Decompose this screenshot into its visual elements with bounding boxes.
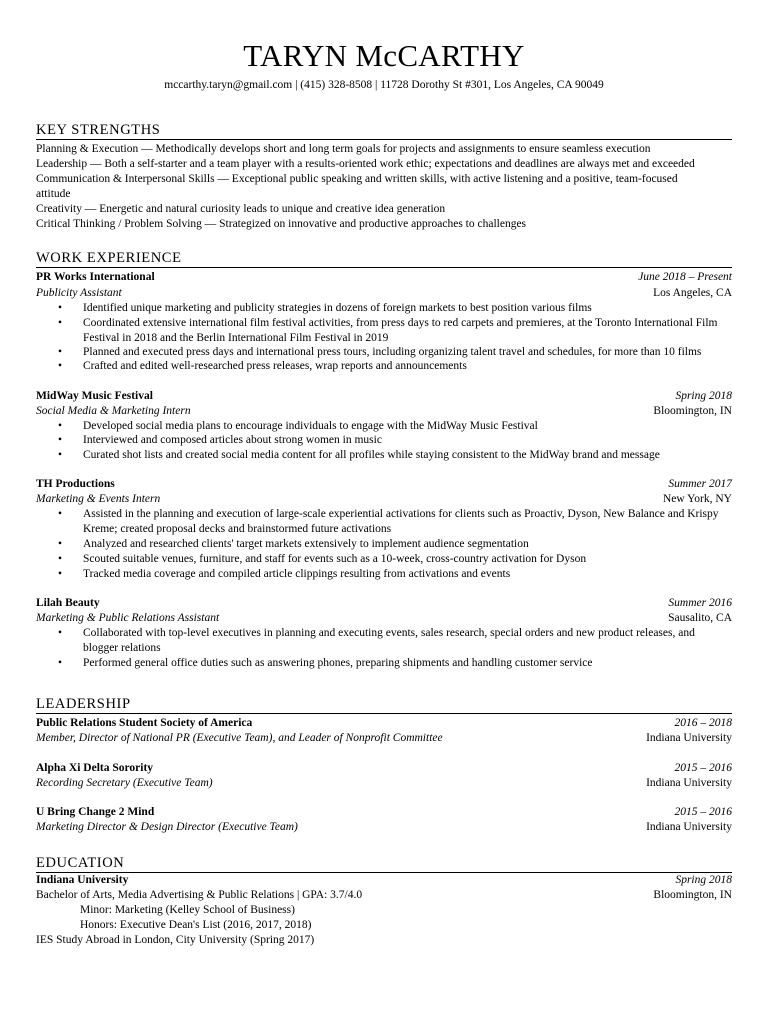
leadership-role: Member, Director of National PR (Executive Team), and Leader of Nonprofit Committee (36, 732, 443, 744)
education-header (36, 873, 732, 887)
leadership-org: Alpha Xi Delta Sorority (36, 762, 154, 774)
job-role: Marketing & Public Relations Assistant (36, 612, 220, 624)
education-school: Indiana University (36, 874, 129, 886)
bullet-icon: • (58, 508, 63, 520)
education-location: Bloomington, IN (653, 889, 732, 901)
job-subheader (36, 404, 732, 418)
leadership-header (36, 716, 732, 730)
job-header (36, 477, 732, 491)
job-subheader (36, 286, 732, 300)
strength-line: Planning & Execution — Methodically develops short and long term goals for projects and assignments to ensure seamless execution (36, 143, 651, 155)
section-heading-work-experience: WORK EXPERIENCE (36, 251, 732, 268)
leadership-subheader (36, 776, 732, 790)
education-degree: Bachelor of Arts, Media Advertising & Public Relations | GPA: 3.7/4.0 (36, 889, 363, 901)
education-subheader (36, 888, 732, 902)
bullet-icon: • (58, 346, 63, 358)
leadership-place: Indiana University (646, 821, 732, 833)
strength-line: Creativity — Energetic and natural curiosity leads to unique and creative idea generation (36, 203, 446, 215)
leadership-subheader (36, 820, 732, 834)
bullet-icon: • (58, 420, 63, 432)
job-org: PR Works International (36, 271, 155, 283)
leadership-date: 2015 – 2016 (674, 806, 732, 818)
leadership-subheader (36, 731, 732, 745)
job-date: Summer 2017 (668, 478, 732, 490)
job-date: June 2018 – Present (638, 271, 732, 283)
bullet-icon: • (58, 627, 63, 639)
job-date: Spring 2018 (675, 390, 732, 402)
strength-line: Critical Thinking / Problem Solving — Strategized on innovative and productive approaches to challenges (36, 218, 527, 230)
section-heading-leadership: LEADERSHIP (36, 697, 732, 714)
leadership-org: U Bring Change 2 Mind (36, 806, 155, 818)
leadership-header (36, 805, 732, 819)
leadership-place: Indiana University (646, 777, 732, 789)
leadership-org: Public Relations Student Society of America (36, 717, 253, 729)
contact-line: mccarthy.taryn@gmail.com | (415) 328-8508 | 11728 Dorothy St #301, Los Angeles, CA 90049 (164, 79, 604, 91)
job-org: TH Productions (36, 478, 115, 490)
job-role: Social Media & Marketing Intern (36, 405, 191, 417)
job-location: Bloomington, IN (653, 405, 732, 417)
job-header (36, 389, 732, 403)
bullet-icon: • (58, 360, 63, 372)
section-heading-education: EDUCATION (36, 856, 732, 873)
job-org: Lilah Beauty (36, 597, 100, 609)
job-role: Marketing & Events Intern (36, 493, 161, 505)
strength-line: attitude (36, 188, 71, 200)
education-study-abroad: IES Study Abroad in London, City University (Spring 2017) (36, 934, 315, 946)
job-location: Los Angeles, CA (653, 287, 732, 299)
strength-line: Communication & Interpersonal Skills — Exceptional public speaking and written skills, with active listening and a positive, team-focused (36, 173, 678, 185)
education-date: Spring 2018 (675, 874, 732, 886)
job-role: Publicity Assistant (36, 287, 122, 299)
bullet-icon: • (58, 657, 63, 669)
leadership-role: Marketing Director & Design Director (Executive Team) (36, 821, 298, 833)
bullet-icon: • (58, 449, 63, 461)
job-subheader (36, 492, 732, 506)
section-heading-key-strengths: KEY STRENGTHS (36, 123, 732, 140)
job-location: Sausalito, CA (668, 612, 732, 624)
resume-page: TARYN McCARTHY mccarthy.taryn@gmail.com | (415) 328-8508 | 11728 Dorothy St #301, Los Angeles, CA 90049 KEY STRENGTHS Planning & Execution — Methodically develops short and long term goals for projects and assignments to ensure seamless execution Leadership — Both a self-starter and a team player with a results-oriented work ethic; expectations and deadlines are always met and exceeded Communication & Interpersonal Skills — Exceptional public speaking and written skills, with active listening and a positive, team-focused attitude Creativity — Energetic and natural curiosity leads to unique and creative idea generation Critical Thinking / Problem Solving — Strategized on innovative and productive approaches to challenges WORK EXPERIENCE PR Works International June 2018 – Present Publicity Assistant Los Angeles, CA • Identified unique marketing and publicity strategies in dozens of foreign markets to best position various films • Coordinated extensive international film festival activities, from press days to red carpets and premieres, at the Toronto International Film Festival in 2018 and the Berlin International Film Festival in 2019 • Planned and executed press days and international press tours, including organizing talent travel and schedules, for more than 10 films • Crafted and edited well-researched press releases, wrap reports and announcements MidWay Music Festival Spring 2018 Social Media & Marketing Intern Bloomington, IN • Developed social media plans to encourage individuals to engage with the MidWay Music Festival • Interviewed and composed articles about strong women in music • Curated shot lists and created social media content for all profiles while staying consistent to the MidWay brand and message TH Productions Summer 2017 Marketing & Events Intern New York, NY • Assisted in the planning and execution of large-scale experiential activations for clients such as Proactiv, Dyson, New Balance and Krispy Kreme; created proposal decks and brainstormed future activations • Analyzed and researched clients' target markets extensively to implement audience segmentation • Scouted suitable venues, furniture, and staff for events such as a 10-week, cross-country activation for Dyson • Tracked media coverage and compiled article clippings resulting from activations and events Lilah Beauty Summer 2016 Marketing & Public Relations Assistant Sausalito, CA • Collaborated with top-level executives in planning and executing events, sales research, special orders and new product releases, and blogger relations • Performed general office duties such as answering phones, preparing shipments and handling customer service LEADERSHIP Public Relations Student Society of America 2016 – 2018 Member, Director of National PR (Executive Team), and Leader of Nonprofit Committee Indiana University Alpha Xi Delta Sorority 2015 – 2016 Recording Secretary (Executive Team) Indiana University U Bring Change 2 Mind 2015 – 2016 Marketing Director & Design Director (Executive Team) Indiana University EDUCATION Indiana University Spring 2018 Bachelor of Arts, Media Advertising & Public Relations | GPA: 3.7/4.0 Bloomington, IN Minor: Marketing (Kelley School of Business) Honors: Executive Dean's List (2016, 2017, 2018) IES Study Abroad in London, City University (Spring 2017) (0, 0, 768, 1024)
job-date: Summer 2016 (668, 597, 732, 609)
bullet-icon: • (58, 302, 63, 314)
bullet-icon: • (58, 568, 63, 580)
bullet-icon: • (58, 553, 63, 565)
leadership-header (36, 761, 732, 775)
leadership-date: 2016 – 2018 (674, 717, 732, 729)
job-location: New York, NY (662, 493, 732, 505)
education-minor: Minor: Marketing (Kelley School of Business) (80, 904, 295, 916)
job-header (36, 270, 732, 284)
resume-name: TARYN McCARTHY (243, 38, 525, 73)
strength-line: Leadership — Both a self-starter and a team player with a results-oriented work ethic; expectations and deadlines are always met and exceeded (36, 158, 695, 170)
job-subheader (36, 611, 732, 625)
bullet-icon: • (58, 538, 63, 550)
bullet-icon: • (58, 434, 63, 446)
leadership-date: 2015 – 2016 (674, 762, 732, 774)
leadership-role: Recording Secretary (Executive Team) (36, 777, 213, 789)
education-honors: Honors: Executive Dean's List (2016, 2017, 2018) (80, 919, 312, 931)
job-org: MidWay Music Festival (36, 390, 153, 402)
bullet-icon: • (58, 317, 63, 329)
job-header (36, 596, 732, 610)
leadership-place: Indiana University (646, 732, 732, 744)
